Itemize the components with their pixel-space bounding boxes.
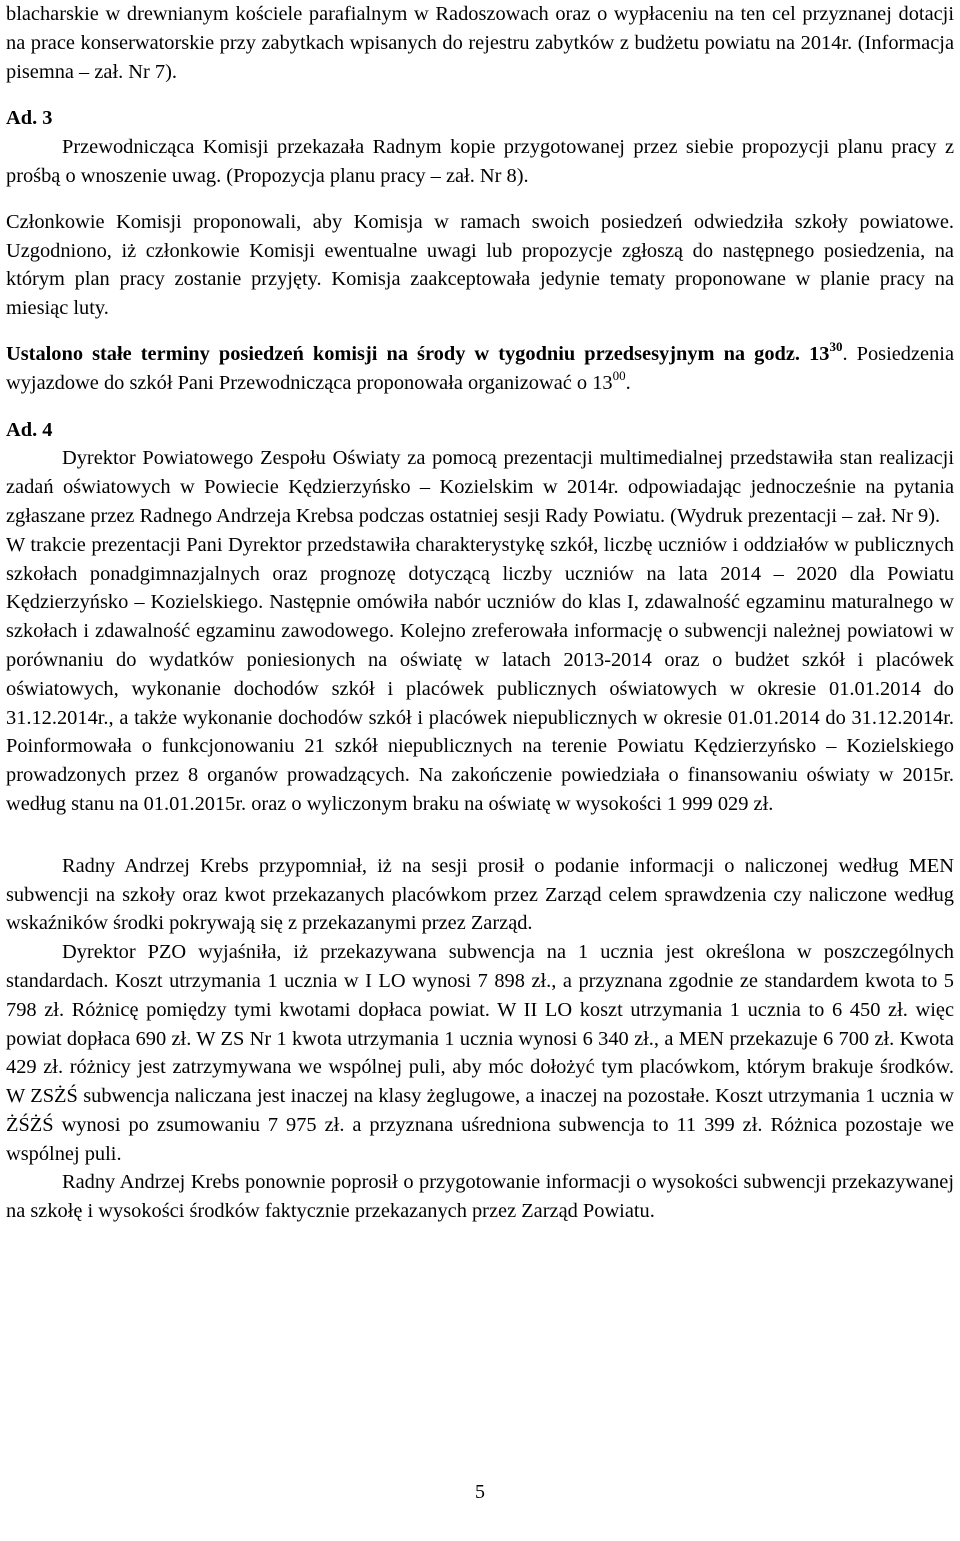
field-meeting-text: . Posiedzenia wyjazdowe do szkół Pani Przewodnicząca proponowała organizować o 13 bbox=[6, 342, 954, 394]
ad4-paragraph-5: Radny Andrzej Krebs ponownie poprosił o przygotowanie informacji o wysokości subwencji przekazywanej na szkołę i wysokości środków faktycznie przekazanych przez Zarząd Powiatu. bbox=[6, 1171, 954, 1223]
meeting-schedule-text: Ustalono stałe terminy posiedzeń komisji na środy w tygodniu przedsesyjnym na godz. 13 bbox=[6, 342, 830, 365]
ad3-paragraph-1: Przewodnicząca Komisji przekazała Radnym kopie przygotowanej przez siebie propozycji planu pracy z prośbą o wnoszenie uwag. (Propozycja planu pracy – zał. Nr 8). bbox=[6, 136, 954, 187]
page-number: 5 bbox=[475, 1481, 485, 1503]
section-heading-ad4: Ad. 4 bbox=[6, 418, 53, 441]
ad4-paragraph-4: Dyrektor PZO wyjaśniła, iż przekazywana subwencja na 1 ucznia jest określona w poszczególnych standardach. Koszt utrzymania 1 ucznia w I LO wynosi 7 898 zł., a przyznana zgodnie ze standardem kwota to 5 798 zł. Różnicę pomiędzy tymi kwotami dopłaca powiat. W II LO koszt utrzymania 1 ucznia to 6 450 zł. więc powiat dopłaca 690 zł. W ZS Nr 1 kwota utrzymania 1 ucznia wynosi 6 340 zł., a MEN przekazuje 6 700 zł. Kwota 429 zł. różnicy jest zatrzymywana we wspólnej puli, aby móc dołożyć tym placówkom, którym brakuje środków. W ZSŻŚ subwencja naliczana jest inaczej na klasy żeglugowe, a inaczej na pozostałe. Koszt utrzymania 1 ucznia w ŻŚŻŚ wynosi po zsumowaniu 7 975 zł. a przyznana uśredniona subwencja to 11 399 zł. Różnica pozostaje we wspólnej puli. bbox=[6, 941, 954, 1165]
ad4-paragraph-2: W trakcie prezentacji Pani Dyrektor przedstawiła charakterystykę szkół, liczbę uczniów i oddziałów w publicznych szkołach ponadgimnazjalnych oraz prognozę dotyczącą liczby uczniów na lata 2014 – 2020 dla Powiatu Kędzierzyńsko – Kozielskiego. Następnie omówiła nabór uczniów do klas I, zdawalność egzaminu maturalnego w szkołach i zdawalność egzaminu zawodowego. Kolejno zreferowała informację o subwencji należnej powiatowi w porównaniu do wydatków poniesionych na oświatę w latach 2013-2014 oraz o budżet szkół i placówek oświatowych, wykonanie dochodów szkół i placówek publicznych oświatowych w okresie 01.01.2014 do 31.12.2014r., a także wykonanie dochodów szkół i placówek niepublicznych w okresie 01.01.2014 do 31.12.2014r. Poinformowała o funkcjonowaniu 21 szkół niepublicznych na terenie Powiatu Kędzierzyńsko – Kozielskiego prowadzonych przez 8 organów prowadzących. Na zakończenie powiedziała o finansowaniu oświaty w 2015r. według stanu na 01.01.2015r. oraz o wyliczonym braku na oświatę w wysokości 1 999 029 zł. bbox=[6, 533, 954, 815]
ad4-paragraph-1: Dyrektor Powiatowego Zespołu Oświaty za pomocą prezentacji multimedialnej przedstawiła stan realizacji zadań oświatowych w Powiecie Kędzierzyńsko – Kozielskim w 2014r. odpowiadając jednocześnie na pytania zgłaszane przez Radnego Andrzeja Krebsa podczas ostatniej sesji Rady Powiatu. (Wydruk prezentacji – zał. Nr 9). bbox=[6, 447, 954, 527]
ad4-paragraph-3: Radny Andrzej Krebs przypomniał, iż na sesji prosił o podanie informacji o naliczonej według MEN subwencji na szkoły oraz kwot przekazanych placówkom przez Zarząd celem sprawdzenia czy naliczone według wskaźników środki pokrywają się z przekazanymi przez Zarząd. bbox=[6, 854, 954, 935]
intro-paragraph: blacharskie w drewnianym kościele parafialnym w Radoszowach oraz o wypłaceniu na ten cel przyznanej dotacji na prace konserwatorskie przy zabytkach wpisanych do rejestru zabytków z budżetu powiatu na 2014r. (Informacja pisemna – zał. Nr 7). bbox=[6, 3, 954, 83]
section-heading-ad3: Ad. 3 bbox=[6, 107, 53, 130]
document-page bbox=[6, 0, 954, 1226]
ad3-paragraph-2: Członkowie Komisji proponowali, aby Komisja w ramach swoich posiedzeń odwiedziła szkoły powiatowe. Uzgodniono, iż członkowie Komisji ewentualne uwagi lub propozycje zgłoszą do następnego posiedzenia, na którym plan pracy zostanie przyjęty. Komisja zaakceptowała jedynie tematy proponowane w planie pracy na miesiąc luty. bbox=[6, 210, 954, 320]
ad3-paragraph-3-end: . bbox=[625, 371, 631, 394]
ad3-paragraph-3 bbox=[6, 340, 954, 398]
meeting-schedule-bold-text bbox=[6, 338, 843, 365]
field-meeting-minutes: 00 bbox=[612, 367, 626, 383]
meeting-time-minutes: 30 bbox=[829, 338, 843, 354]
